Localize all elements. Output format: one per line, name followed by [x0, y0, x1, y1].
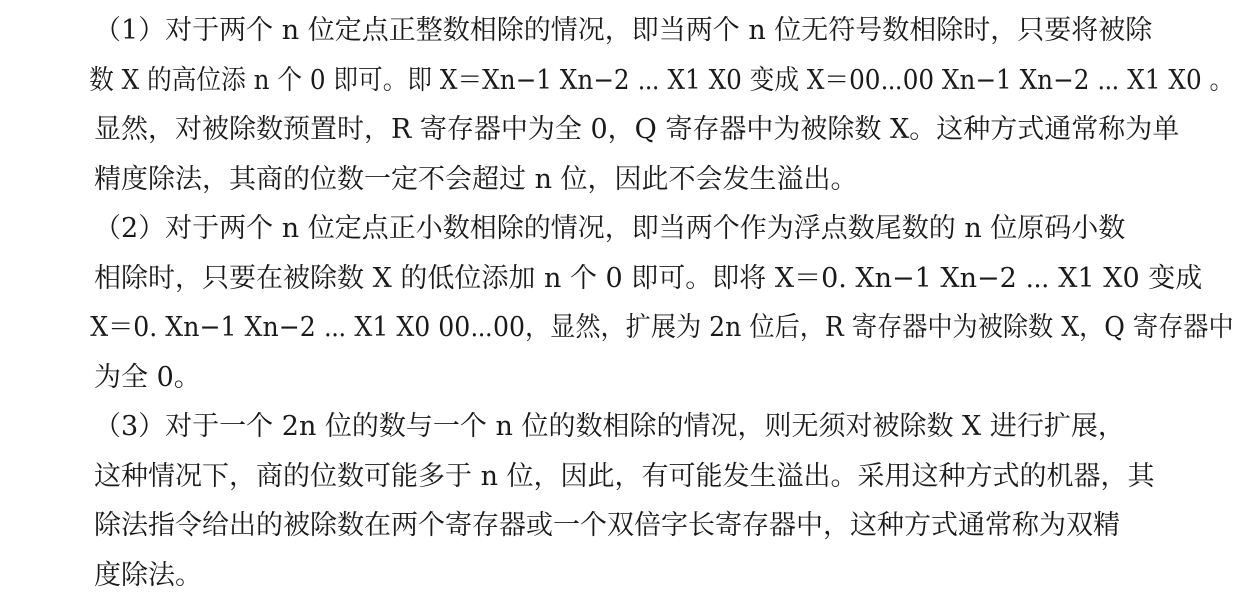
- paragraph-1: [38, 6, 1234, 204]
- paragraph-line: 这种情况下，商的位数可能多于 n 位，因此，有可能发生溢出。采用这种方式的机器，其: [38, 452, 1234, 502]
- paragraph-line: 为全 0。: [38, 353, 1234, 403]
- paragraph-line: 度除法。: [38, 551, 1234, 600]
- paragraph-line: （2）对于两个 n 位定点正小数相除的情况，即当两个作为浮点数尾数的 n 位原码小数: [38, 204, 1234, 254]
- paragraph-line: （1）对于两个 n 位定点正整数相除的情况，即当两个 n 位无符号数相除时，只要将被除: [38, 6, 1234, 56]
- paragraph-line: 数 X 的高位添 n 个 0 即可。即 X＝Xn−1 Xn−2 ⋯ X1 X0 变成 X＝00⋯00 Xn−1 Xn−2 ⋯ X1 X0 。: [38, 56, 1131, 106]
- paragraph-line: 相除时，只要在被除数 X 的低位添加 n 个 0 即可。即将 X＝0. Xn−1 Xn−2 ⋯ X1 X0 变成: [38, 254, 1234, 304]
- paragraph-line: 除法指令给出的被除数在两个寄存器或一个双倍字长寄存器中，这种方式通常称为双精: [38, 501, 1234, 551]
- paragraph-2: [38, 204, 1234, 402]
- paragraph-line: 显然，对被除数预置时，R 寄存器中为全 0，Q 寄存器中为被除数 X。这种方式通常称为单: [38, 105, 1234, 155]
- paragraph-3: [38, 402, 1234, 600]
- paragraph-line: X＝0. Xn−1 Xn−2 ⋯ X1 X0 00⋯00，显然，扩展为 2n 位后，R 寄存器中为被除数 X，Q 寄存器中: [38, 303, 1153, 353]
- paragraph-line: （3）对于一个 2n 位的数与一个 n 位的数相除的情况，则无须对被除数 X 进行扩展，: [38, 402, 1234, 452]
- paragraph-line: 精度除法，其商的位数一定不会超过 n 位，因此不会发生溢出。: [38, 155, 1234, 205]
- document-body: [38, 6, 1234, 600]
